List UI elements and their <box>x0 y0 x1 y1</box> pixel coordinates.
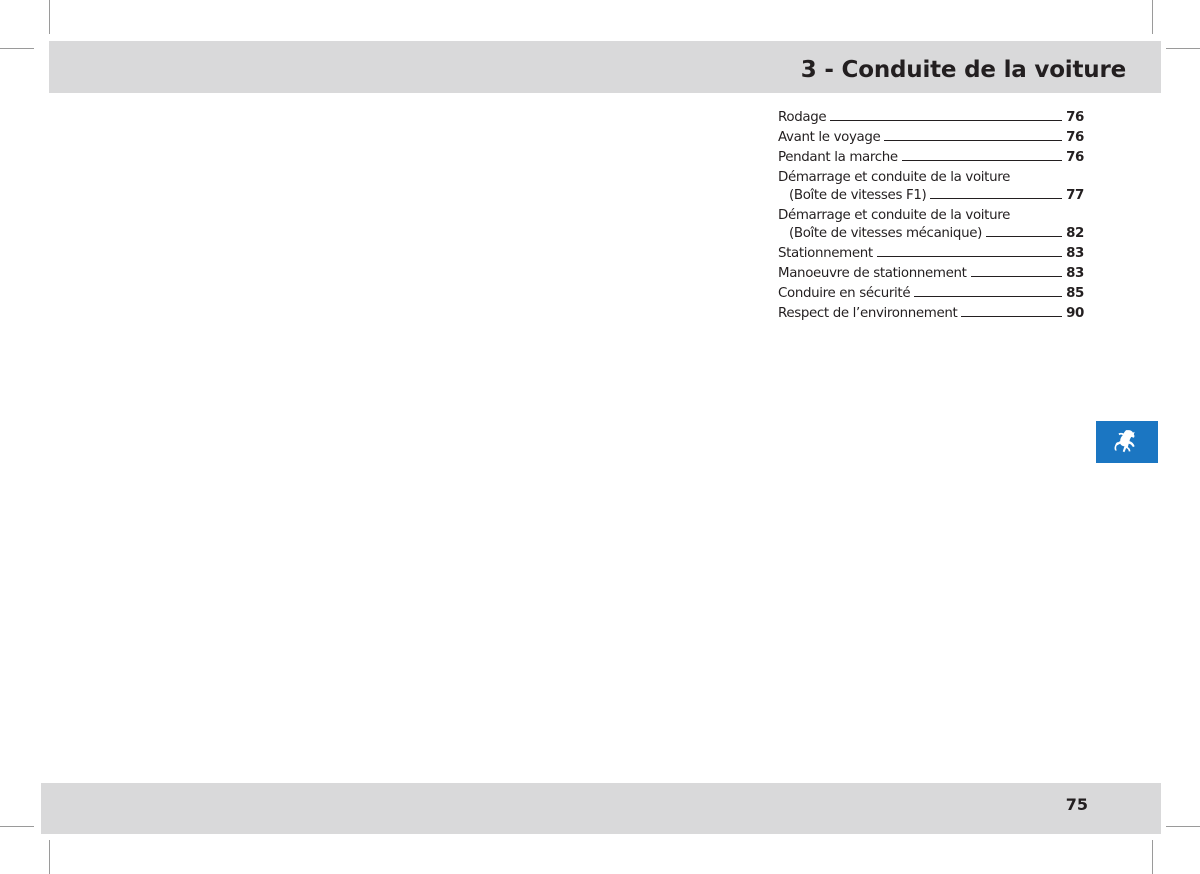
toc-entry-title: Démarrage et conduite de la voiture <box>778 170 1010 185</box>
toc-page-number: 76 <box>1066 130 1084 145</box>
toc-entry-demarrage-f1[interactable] <box>778 169 1084 205</box>
crop-mark <box>1152 0 1153 34</box>
toc-entry-environnement[interactable] <box>778 305 1084 323</box>
toc-page-number: 77 <box>1066 188 1084 203</box>
toc-entry-title: Conduire en sécurité <box>778 286 911 301</box>
toc-entry-title: Pendant la marche <box>778 150 898 165</box>
chapter-title: 3 - Conduite de la voiture <box>800 57 1126 83</box>
toc-leader-line <box>961 305 1062 317</box>
toc-entry-conduire-securite[interactable] <box>778 285 1084 303</box>
toc-page-number: 82 <box>1066 226 1084 241</box>
toc-page-number: 83 <box>1066 266 1084 281</box>
crop-mark <box>1166 826 1200 827</box>
toc-leader-line <box>930 187 1062 199</box>
toc-entry-rodage[interactable] <box>778 109 1084 127</box>
toc-leader-line <box>986 225 1062 237</box>
crop-mark <box>1152 840 1153 874</box>
brand-tab <box>1096 421 1158 463</box>
toc-leader-line <box>830 109 1062 121</box>
toc-entry-title: Stationnement <box>778 246 873 261</box>
page-number: 75 <box>1065 795 1088 814</box>
toc-entry-stationnement[interactable] <box>778 245 1084 263</box>
toc-entry-pendant-la-marche[interactable] <box>778 149 1084 167</box>
prancing-horse-icon <box>1110 425 1144 459</box>
crop-mark <box>49 840 50 874</box>
toc-entry-demarrage-mecanique[interactable] <box>778 207 1084 243</box>
toc-entry-title: Respect de l’environnement <box>778 306 958 321</box>
crop-mark <box>1166 48 1200 49</box>
toc-entry-title: Rodage <box>778 110 827 125</box>
toc-entry-manoeuvre[interactable] <box>778 265 1084 283</box>
table-of-contents <box>778 109 1084 325</box>
toc-page-number: 76 <box>1066 110 1084 125</box>
footer-band <box>41 783 1161 834</box>
toc-leader-line <box>971 265 1062 277</box>
toc-entry-subtitle: (Boîte de vitesses mécanique) <box>789 226 982 241</box>
crop-mark <box>49 0 50 34</box>
toc-leader-line <box>902 149 1062 161</box>
crop-mark <box>0 826 34 827</box>
toc-page-number: 83 <box>1066 246 1084 261</box>
toc-entry-subtitle: (Boîte de vitesses F1) <box>789 188 927 203</box>
toc-leader-line <box>877 245 1062 257</box>
toc-page-number: 76 <box>1066 150 1084 165</box>
crop-mark <box>0 48 34 49</box>
toc-entry-title: Avant le voyage <box>778 130 881 145</box>
toc-entry-title: Démarrage et conduite de la voiture <box>778 208 1010 223</box>
toc-entry-title: Manoeuvre de stationnement <box>778 266 967 281</box>
toc-page-number: 90 <box>1066 306 1084 321</box>
toc-leader-line <box>884 129 1062 141</box>
toc-leader-line <box>914 285 1062 297</box>
toc-page-number: 85 <box>1066 286 1084 301</box>
toc-entry-avant-le-voyage[interactable] <box>778 129 1084 147</box>
